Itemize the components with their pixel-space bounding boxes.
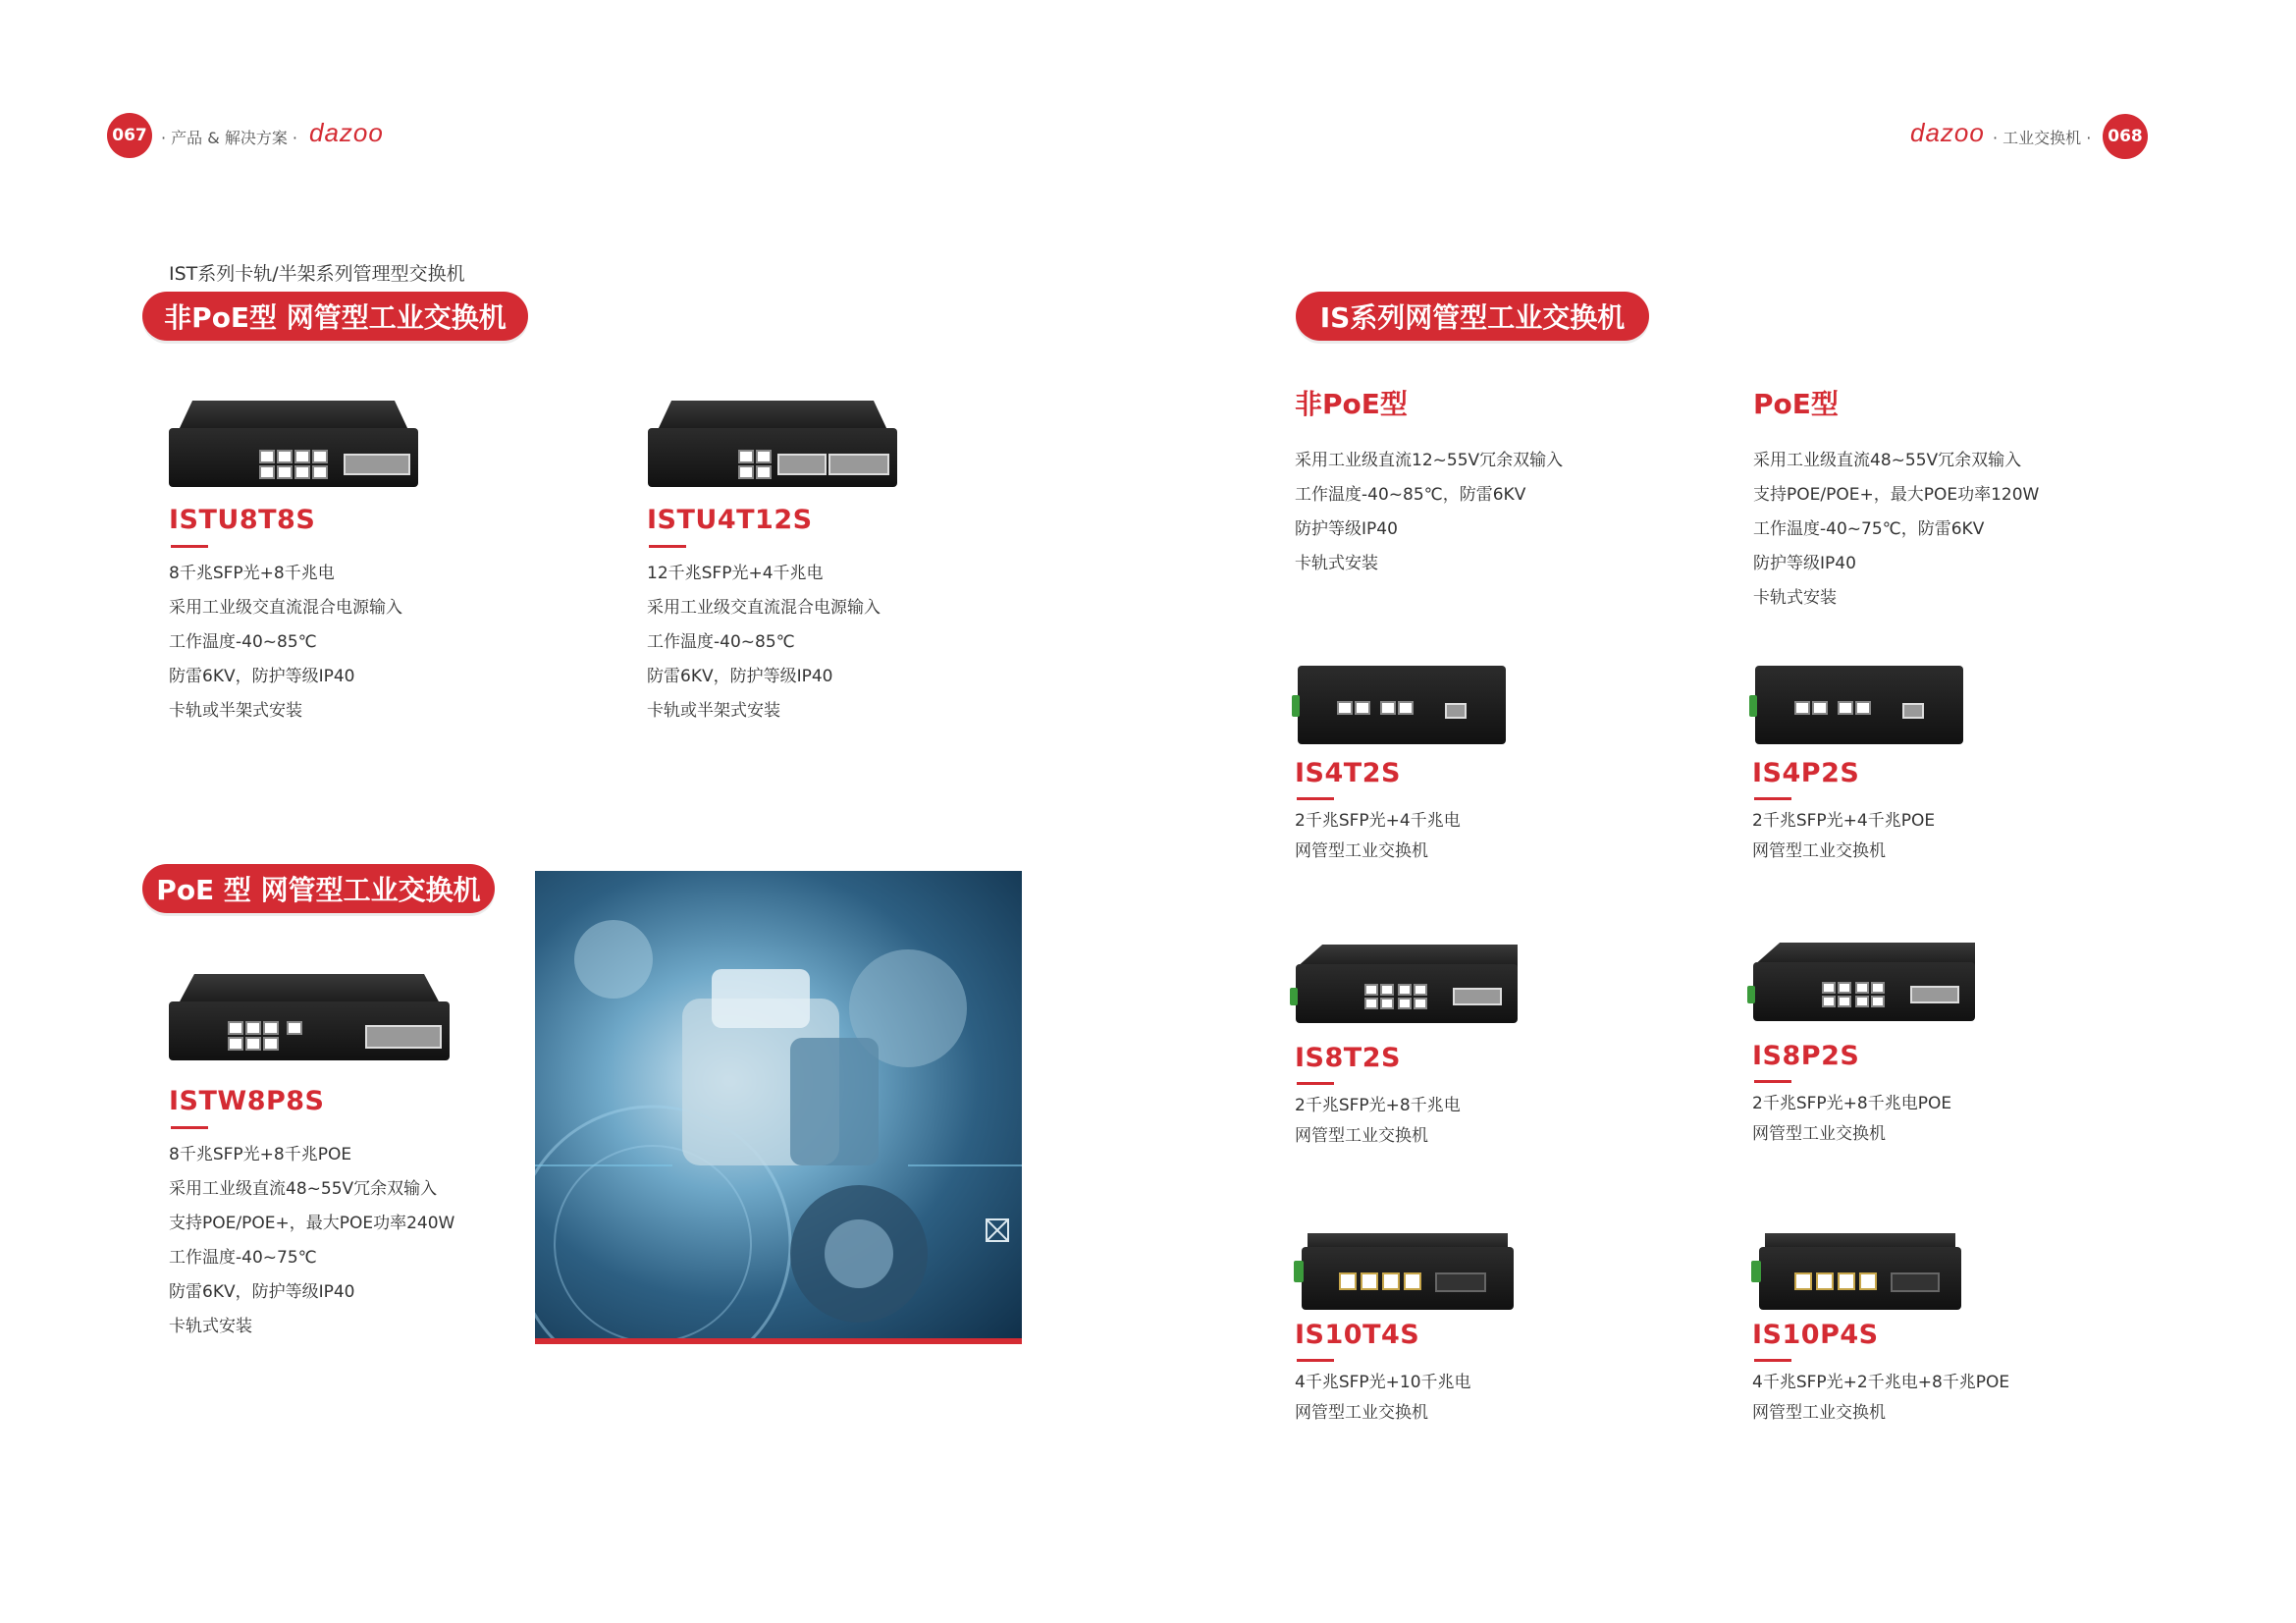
page-number-left: 067 [107,113,152,158]
non-poe-heading: 非PoE型 [1295,388,1408,420]
product-image-istu8t8s [169,401,418,487]
poe-feature-list [1753,444,2039,616]
product-image-is8t2s [1296,945,1518,1023]
spec-item: 卡轨或半架式安装 [647,701,780,721]
spec-item: 防雷6KV，防护等级IP40 [169,667,355,686]
series-subtitle: IST系列卡轨/半架系列管理型交换机 [169,263,465,285]
feature-item: 支持POE/POE+，最大POE功率120W [1753,485,2040,505]
model-underline [1297,1082,1334,1085]
feature-item: 工作温度-40~75℃，防雷6KV [1753,519,1985,539]
is-series-banner: IS系列网管型工业交换机 [1296,292,1649,341]
spec-item: 网管型工业交换机 [1295,841,1428,861]
spec-item: 工作温度-40~85℃ [169,632,317,652]
spec-item: 网管型工业交换机 [1752,1124,1886,1144]
spec-list [1752,1089,1951,1150]
product-image-istw8p8s [169,974,450,1060]
feature-item: 采用工业级直流12~55V冗余双输入 [1295,451,1564,470]
feature-item: 防护等级IP40 [1295,519,1398,539]
model-name: IS8P2S [1752,1041,1860,1071]
product-image-is4p2s [1755,666,1963,744]
model-underline [1754,1080,1791,1083]
spec-item: 网管型工业交换机 [1752,1403,1886,1423]
model-underline [1297,1359,1334,1362]
spec-item: 2千兆SFP光+4千兆POE [1752,811,1936,831]
spec-item: 工作温度-40~75℃ [169,1248,317,1268]
non-poe-banner: 非PoE型 网管型工业交换机 [142,292,528,341]
spec-list [1752,1368,2009,1429]
model-underline [649,545,686,548]
model-name: IS10T4S [1295,1320,1420,1350]
feature-item: 工作温度-40~85℃，防雷6KV [1295,485,1526,505]
model-underline [1754,1359,1791,1362]
spec-item: 8千兆SFP光+8千兆电 [169,564,335,583]
product-image-istu4t12s [648,401,897,487]
model-name: IS4P2S [1752,758,1860,788]
spec-item: 2千兆SFP光+8千兆电 [1295,1096,1461,1115]
spec-item: 4千兆SFP光+2千兆电+8千兆POE [1752,1373,2010,1392]
feature-item: 卡轨式安装 [1753,588,1837,608]
model-name: ISTW8P8S [169,1086,325,1116]
spec-list [647,557,881,729]
model-underline [1754,797,1791,800]
feature-item: 卡轨式安装 [1295,554,1378,573]
poe-banner: PoE 型 网管型工业交换机 [142,864,495,913]
model-underline [171,545,208,548]
spec-list [1295,1368,1471,1429]
spec-item: 采用工业级交直流混合电源输入 [647,598,881,618]
spec-item: 卡轨式安装 [169,1317,252,1336]
product-image-is10t4s [1302,1233,1514,1310]
feature-item: 采用工业级直流48~55V冗余双输入 [1753,451,2022,470]
feature-item: 防护等级IP40 [1753,554,1856,573]
header-section-left: · 产品 & 解决方案 · [161,129,297,147]
spec-item: 12千兆SFP光+4千兆电 [647,564,824,583]
spec-item: 支持POE/POE+，最大POE功率240W [169,1214,455,1233]
non-poe-feature-list [1295,444,1563,581]
spec-list [169,557,402,729]
brand-logo-right: dazoo [1910,118,1985,147]
spec-list [169,1138,454,1344]
spec-item: 防雷6KV，防护等级IP40 [647,667,833,686]
header-section-right: · 工业交换机 · [1993,129,2092,147]
spec-item: 2千兆SFP光+8千兆电POE [1752,1094,1952,1113]
spec-item: 卡轨或半架式安装 [169,701,302,721]
model-name: ISTU8T8S [169,505,316,535]
product-image-is8p2s [1753,943,1975,1021]
model-underline [171,1126,208,1129]
model-underline [1297,797,1334,800]
model-name: ISTU4T12S [647,505,813,535]
spec-item: 8千兆SFP光+8千兆POE [169,1145,352,1164]
spec-list [1295,1091,1461,1152]
poe-heading: PoE型 [1753,388,1839,420]
model-name: IS4T2S [1295,758,1401,788]
brand-logo-left: dazoo [309,118,384,147]
photo-accent-bar [535,1338,1022,1344]
industrial-machinery-photo [535,871,1022,1338]
page-number-right: 068 [2103,114,2148,159]
spec-item: 网管型工业交换机 [1752,841,1886,861]
spec-item: 2千兆SFP光+4千兆电 [1295,811,1461,831]
spec-item: 采用工业级直流48~55V冗余双输入 [169,1179,438,1199]
spec-item: 采用工业级交直流混合电源输入 [169,598,402,618]
product-image-is10p4s [1759,1233,1961,1310]
spec-item: 网管型工业交换机 [1295,1403,1428,1423]
spec-item: 工作温度-40~85℃ [647,632,795,652]
model-name: IS10P4S [1752,1320,1879,1350]
spec-item: 网管型工业交换机 [1295,1126,1428,1146]
spec-list [1295,806,1461,867]
spec-item: 防雷6KV，防护等级IP40 [169,1282,355,1302]
spec-list [1752,806,1935,867]
spec-item: 4千兆SFP光+10千兆电 [1295,1373,1471,1392]
model-name: IS8T2S [1295,1043,1401,1073]
product-image-is4t2s [1298,666,1506,744]
